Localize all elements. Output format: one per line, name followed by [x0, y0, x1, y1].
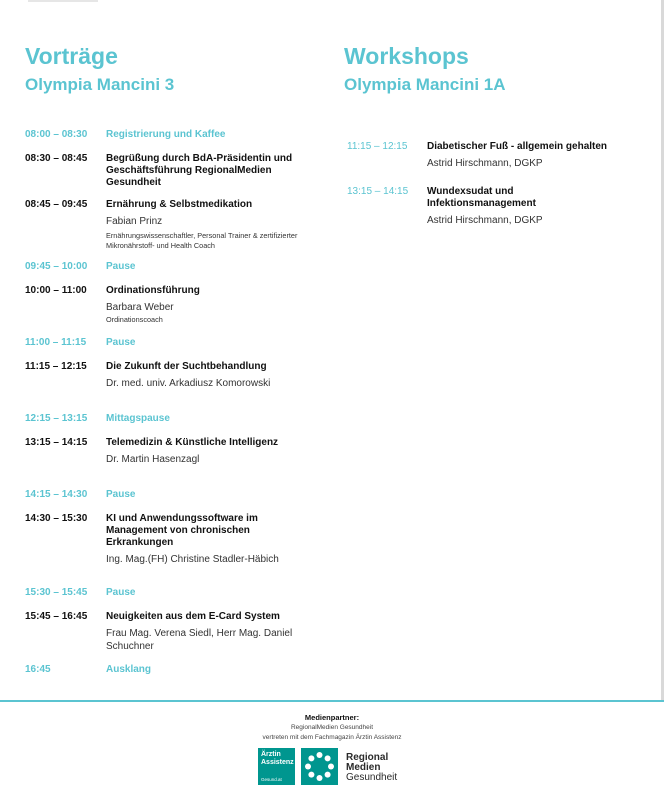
- session-title: Neuigkeiten aus dem E-Card System: [106, 611, 280, 622]
- footer-divider: [0, 700, 664, 702]
- session-title: Diabetischer Fuß - allgemein gehalten: [427, 141, 608, 152]
- session-title: Ordinationsführung: [106, 285, 200, 296]
- session-title: Wundexsudat und Infektionsmanagement: [427, 186, 536, 209]
- session-time: 11:15 – 12:15: [25, 361, 87, 372]
- media-partner-footer: [0, 713, 664, 743]
- session-title: Registrierung und Kaffee: [106, 129, 226, 140]
- session-title: Pause: [106, 337, 136, 348]
- session-time: 14:15 – 14:30: [25, 489, 88, 500]
- logo-a-text2: Assistenz: [261, 759, 294, 766]
- session-time: 08:00 – 08:30: [25, 129, 88, 140]
- vortraege-title: Vorträge: [25, 43, 118, 69]
- session-title: Pause: [106, 261, 136, 272]
- session-title: Pause: [106, 489, 136, 500]
- session-title: Ausklang: [106, 664, 152, 675]
- logo-b-line2: Medien: [346, 762, 381, 773]
- session-speaker: Barbara Weber: [106, 302, 174, 313]
- session-time: 09:45 – 10:00: [25, 261, 88, 272]
- session-title: Ernährung & Selbstmedikation: [106, 199, 253, 210]
- session-speaker: Fabian Prinz: [106, 216, 163, 227]
- session-title: Telemedizin & Künstliche Intelligenz: [106, 437, 279, 448]
- media-partner-line1: RegionalMedien Gesundheit: [290, 724, 374, 731]
- session-time: 14:30 – 15:30: [25, 513, 88, 524]
- session-time: 13:15 – 14:15: [347, 186, 409, 197]
- session-title: Mittagspause: [106, 413, 170, 424]
- regionalmedien-logo-icon: [301, 748, 338, 785]
- speaker-note: Ernährungswissenschaftler, Personal Trainer & zertifizierter Mikronährstoff- und Health Coach: [106, 231, 298, 250]
- logo-a-text1: Ärztin: [261, 751, 281, 758]
- logo-b-line3: Gesundheit: [346, 772, 398, 783]
- session-title: KI und Anwendungssoftware im Management von chronischen Erkrankungen: [106, 513, 258, 548]
- session-time: 11:15 – 12:15: [347, 141, 408, 152]
- session-speaker: Astrid Hirschmann, DGKP: [427, 158, 543, 169]
- session-time: 15:30 – 15:45: [25, 587, 88, 598]
- media-partner-label: Medienpartner:: [304, 713, 360, 722]
- session-time: 10:00 – 11:00: [25, 285, 87, 296]
- session-speaker: Frau Mag. Verena Siedl, Herr Mag. Daniel Schuchner: [106, 628, 293, 652]
- vortraege-room: Olympia Mancini 3: [25, 75, 175, 94]
- speaker-note: Ordinationscoach: [106, 315, 163, 324]
- session-title: Begrüßung durch BdA-Präsidentin und Geschäftsführung RegionalMedien Gesundheit: [106, 153, 293, 188]
- session-speaker: Ing. Mag.(FH) Christine Stadler-Häbich: [106, 554, 279, 565]
- logo-b-line1: Regional: [346, 752, 389, 763]
- aerztin-assistenz-logo: [258, 748, 295, 785]
- session-speaker: Dr. med. univ. Arkadiusz Komorowski: [106, 378, 271, 389]
- media-partner-line2: vertreten mit dem Fachmagazin Ärztin Assistenz: [262, 734, 402, 741]
- regionalmedien-logo-text: [346, 753, 397, 783]
- session-time: 13:15 – 14:15: [25, 437, 88, 448]
- session-time: 11:00 – 11:15: [25, 337, 87, 348]
- session-title: Die Zukunft der Suchtbehandlung: [106, 361, 267, 372]
- session-title: Pause: [106, 587, 136, 598]
- workshops-title: Workshops: [344, 43, 469, 69]
- vortraege-column: [25, 42, 325, 96]
- session-speaker: Astrid Hirschmann, DGKP: [427, 215, 543, 226]
- session-speaker: Dr. Martin Hasenzagl: [106, 454, 200, 465]
- session-time: 08:30 – 08:45: [25, 153, 88, 164]
- session-time: 15:45 – 16:45: [25, 611, 88, 622]
- session-time: 12:15 – 13:15: [25, 413, 88, 424]
- partner-logos: [258, 748, 418, 788]
- workshops-room: Olympia Mancini 1A: [344, 75, 506, 94]
- session-time: 16:45: [25, 664, 51, 675]
- session-time: 08:45 – 09:45: [25, 199, 88, 210]
- top-edge-mark: [28, 0, 98, 2]
- workshops-column: [344, 42, 644, 96]
- logo-a-small: Gesund.at: [261, 777, 282, 782]
